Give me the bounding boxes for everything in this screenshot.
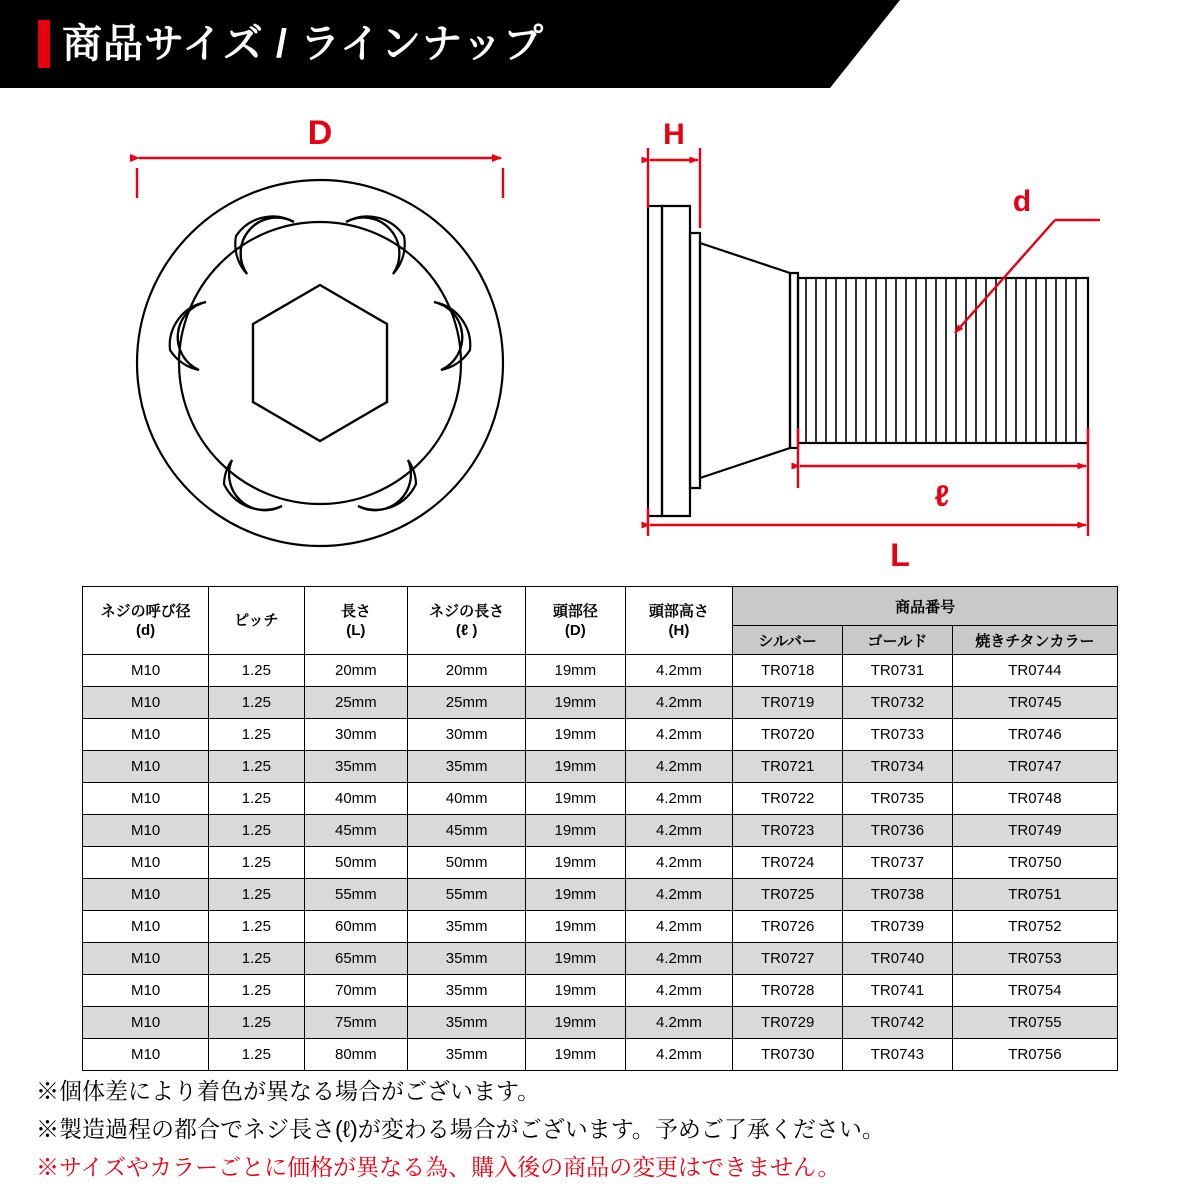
table-row <box>83 879 1118 911</box>
cell-silver: TR0718 <box>733 655 843 687</box>
cell-length: 25mm <box>304 687 408 719</box>
dimension-H <box>648 148 700 228</box>
table-body <box>83 655 1118 1071</box>
cell-thread-size: M10 <box>83 1039 209 1071</box>
cell-thread-size: M10 <box>83 1007 209 1039</box>
header-silver: シルバー <box>733 626 843 655</box>
cell-gold: TR0738 <box>843 879 953 911</box>
cell-thread-length: 20mm <box>408 655 526 687</box>
cell-pitch: 1.25 <box>209 879 304 911</box>
cell-length: 60mm <box>304 911 408 943</box>
cell-thread-length: 35mm <box>408 751 526 783</box>
header-length: 長さ (L) <box>304 587 408 655</box>
cell-thread-size: M10 <box>83 783 209 815</box>
note-3: ※サイズやカラーごとに価格が異なる為、購入後の商品の変更はできません。 <box>36 1154 841 1180</box>
page-header <box>0 0 1200 88</box>
header-part-number: 商品番号 <box>733 587 1118 626</box>
cell-pitch: 1.25 <box>209 1007 304 1039</box>
cell-thread-length: 55mm <box>408 879 526 911</box>
cell-head-height: 4.2mm <box>625 815 733 847</box>
cell-burnt: TR0749 <box>952 815 1117 847</box>
cell-thread-size: M10 <box>83 655 209 687</box>
label-D: D <box>307 114 333 152</box>
cell-gold: TR0742 <box>843 1007 953 1039</box>
header-burnt-titanium: 焼きチタンカラー <box>952 626 1117 655</box>
bolt-head-top-view <box>137 180 503 546</box>
cell-burnt: TR0754 <box>952 975 1117 1007</box>
cell-length: 35mm <box>304 751 408 783</box>
cell-head-diameter: 19mm <box>526 719 625 751</box>
cell-head-diameter: 19mm <box>526 975 625 1007</box>
cell-gold: TR0732 <box>843 687 953 719</box>
cell-burnt: TR0745 <box>952 687 1117 719</box>
cell-pitch: 1.25 <box>209 847 304 879</box>
label-d: d <box>1012 185 1032 218</box>
page-title: 商品サイズ / ラインナップ <box>62 22 545 66</box>
bolt-side-view <box>648 206 1088 516</box>
cell-head-height: 4.2mm <box>625 719 733 751</box>
cell-gold: TR0740 <box>843 943 953 975</box>
cell-thread-length: 35mm <box>408 911 526 943</box>
table-header-row-1 <box>83 587 1118 626</box>
cell-length: 80mm <box>304 1039 408 1071</box>
cell-silver: TR0730 <box>733 1039 843 1071</box>
table-row <box>83 911 1118 943</box>
cell-silver: TR0722 <box>733 783 843 815</box>
table-row <box>83 975 1118 1007</box>
cell-silver: TR0725 <box>733 879 843 911</box>
cell-silver: TR0729 <box>733 1007 843 1039</box>
table-row <box>83 783 1118 815</box>
header-head-height: 頭部高さ (H) <box>625 587 733 655</box>
header-thread-length: ネジの長さ (ℓ ) <box>408 587 526 655</box>
cell-head-diameter: 19mm <box>526 783 625 815</box>
cell-head-height: 4.2mm <box>625 783 733 815</box>
cell-pitch: 1.25 <box>209 783 304 815</box>
lineup-table-wrapper <box>82 586 1118 1071</box>
cell-gold: TR0743 <box>843 1039 953 1071</box>
cell-length: 75mm <box>304 1007 408 1039</box>
cell-thread-length: 25mm <box>408 687 526 719</box>
table-row <box>83 719 1118 751</box>
cell-pitch: 1.25 <box>209 1039 304 1071</box>
cell-thread-size: M10 <box>83 879 209 911</box>
cell-silver: TR0728 <box>733 975 843 1007</box>
cell-thread-length: 35mm <box>408 975 526 1007</box>
cell-head-diameter: 19mm <box>526 879 625 911</box>
cell-head-diameter: 19mm <box>526 1007 625 1039</box>
cell-head-height: 4.2mm <box>625 655 733 687</box>
cell-pitch: 1.25 <box>209 911 304 943</box>
header-pitch: ピッチ <box>209 587 304 655</box>
cell-pitch: 1.25 <box>209 943 304 975</box>
cell-head-height: 4.2mm <box>625 847 733 879</box>
note-1: ※個体差により着色が異なる場合がございます。 <box>36 1078 541 1104</box>
cell-head-height: 4.2mm <box>625 1007 733 1039</box>
cell-head-diameter: 19mm <box>526 815 625 847</box>
table-row <box>83 655 1118 687</box>
cell-silver: TR0726 <box>733 911 843 943</box>
cell-burnt: TR0747 <box>952 751 1117 783</box>
cell-head-height: 4.2mm <box>625 1039 733 1071</box>
cell-thread-length: 40mm <box>408 783 526 815</box>
cell-gold: TR0737 <box>843 847 953 879</box>
cell-thread-size: M10 <box>83 943 209 975</box>
cell-burnt: TR0751 <box>952 879 1117 911</box>
cell-silver: TR0721 <box>733 751 843 783</box>
note-2: ※製造過程の都合でネジ長さ(ℓ)が変わる場合がございます。予めご了承ください。 <box>36 1116 885 1142</box>
cell-burnt: TR0753 <box>952 943 1117 975</box>
header-accent-bar <box>38 20 50 68</box>
cell-burnt: TR0746 <box>952 719 1117 751</box>
cell-thread-size: M10 <box>83 719 209 751</box>
lineup-table <box>82 586 1118 1071</box>
cell-thread-size: M10 <box>83 815 209 847</box>
cell-burnt: TR0750 <box>952 847 1117 879</box>
cell-pitch: 1.25 <box>209 687 304 719</box>
cell-head-diameter: 19mm <box>526 1039 625 1071</box>
cell-burnt: TR0744 <box>952 655 1117 687</box>
dimension-thread-length <box>798 428 1088 488</box>
cell-thread-length: 35mm <box>408 1007 526 1039</box>
cell-head-height: 4.2mm <box>625 751 733 783</box>
cell-burnt: TR0755 <box>952 1007 1117 1039</box>
cell-thread-length: 30mm <box>408 719 526 751</box>
cell-thread-size: M10 <box>83 751 209 783</box>
table-row <box>83 1007 1118 1039</box>
cell-thread-size: M10 <box>83 847 209 879</box>
cell-head-diameter: 19mm <box>526 751 625 783</box>
cell-length: 55mm <box>304 879 408 911</box>
cell-silver: TR0724 <box>733 847 843 879</box>
label-H: H <box>663 118 685 151</box>
table-row <box>83 815 1118 847</box>
notes-section <box>36 1072 1176 1186</box>
cell-thread-length: 45mm <box>408 815 526 847</box>
cell-pitch: 1.25 <box>209 719 304 751</box>
cell-thread-length: 50mm <box>408 847 526 879</box>
cell-gold: TR0733 <box>843 719 953 751</box>
cell-thread-size: M10 <box>83 687 209 719</box>
cell-gold: TR0739 <box>843 911 953 943</box>
cell-head-diameter: 19mm <box>526 943 625 975</box>
cell-length: 45mm <box>304 815 408 847</box>
table-row <box>83 847 1118 879</box>
cell-head-diameter: 19mm <box>526 655 625 687</box>
cell-thread-size: M10 <box>83 911 209 943</box>
cell-thread-length: 35mm <box>408 943 526 975</box>
header-gold: ゴールド <box>843 626 953 655</box>
cell-gold: TR0731 <box>843 655 953 687</box>
cell-length: 70mm <box>304 975 408 1007</box>
cell-length: 20mm <box>304 655 408 687</box>
cell-burnt: TR0756 <box>952 1039 1117 1071</box>
cell-head-height: 4.2mm <box>625 911 733 943</box>
cell-pitch: 1.25 <box>209 751 304 783</box>
cell-silver: TR0723 <box>733 815 843 847</box>
label-total-length: L <box>890 537 910 573</box>
label-thread-length: ℓ <box>934 480 950 513</box>
cell-pitch: 1.25 <box>209 815 304 847</box>
dimension-D <box>137 158 503 198</box>
cell-burnt: TR0752 <box>952 911 1117 943</box>
cell-gold: TR0736 <box>843 815 953 847</box>
cell-pitch: 1.25 <box>209 975 304 1007</box>
cell-head-height: 4.2mm <box>625 975 733 1007</box>
cell-head-diameter: 19mm <box>526 847 625 879</box>
cell-head-diameter: 19mm <box>526 687 625 719</box>
cell-length: 50mm <box>304 847 408 879</box>
cell-silver: TR0720 <box>733 719 843 751</box>
cell-head-height: 4.2mm <box>625 879 733 911</box>
cell-length: 30mm <box>304 719 408 751</box>
cell-length: 65mm <box>304 943 408 975</box>
cell-pitch: 1.25 <box>209 655 304 687</box>
cell-thread-length: 35mm <box>408 1039 526 1071</box>
cell-thread-size: M10 <box>83 975 209 1007</box>
header-thread-size: ネジの呼び径 (d) <box>83 587 209 655</box>
cell-head-diameter: 19mm <box>526 911 625 943</box>
cell-head-height: 4.2mm <box>625 943 733 975</box>
cell-silver: TR0727 <box>733 943 843 975</box>
cell-gold: TR0735 <box>843 783 953 815</box>
cell-length: 40mm <box>304 783 408 815</box>
cell-head-height: 4.2mm <box>625 687 733 719</box>
table-head <box>83 587 1118 655</box>
header-head-diameter: 頭部径 (D) <box>526 587 625 655</box>
table-row <box>83 687 1118 719</box>
dimension-total-length <box>648 488 1088 536</box>
table-row <box>83 943 1118 975</box>
product-dimension-diagram <box>0 88 1200 578</box>
cell-gold: TR0741 <box>843 975 953 1007</box>
table-row <box>83 751 1118 783</box>
cell-burnt: TR0748 <box>952 783 1117 815</box>
cell-silver: TR0719 <box>733 687 843 719</box>
table-row <box>83 1039 1118 1071</box>
cell-gold: TR0734 <box>843 751 953 783</box>
